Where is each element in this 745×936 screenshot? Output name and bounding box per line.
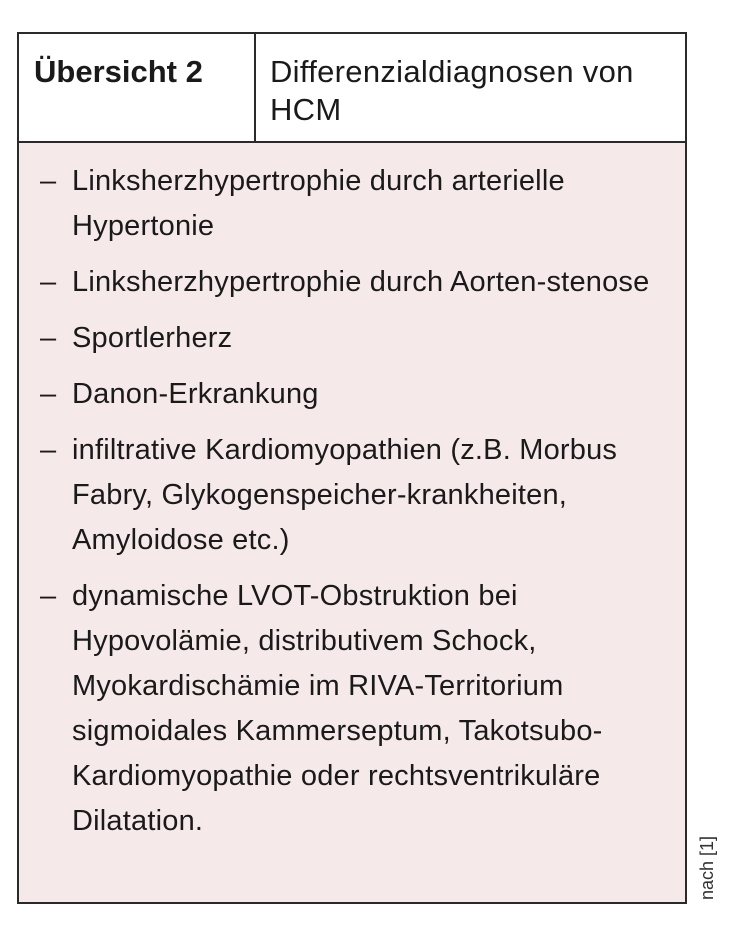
dash-bullet: –	[40, 580, 57, 612]
list-item	[40, 428, 675, 563]
source-note: nach [1]	[697, 835, 717, 900]
diagnosis-list	[19, 143, 685, 844]
list-item-text: Danon-Erkrankung	[72, 378, 319, 410]
overview-number: Übersicht 2	[19, 34, 256, 141]
list-item-text: Linksherzhypertrophie durch Aorten-stenose	[72, 266, 650, 298]
list-item-text: Sportlerherz	[72, 322, 233, 354]
box-title: Differenzialdiagnosen von HCM	[270, 54, 634, 127]
list-item-text: Linksherzhypertrophie durch arterielle Hypertonie	[72, 165, 565, 242]
box-header	[19, 34, 685, 143]
dash-bullet: –	[40, 322, 57, 354]
list-item	[40, 574, 675, 844]
dash-bullet: –	[40, 378, 57, 410]
dash-bullet: –	[40, 165, 57, 197]
list-item-text: dynamische LVOT-Obstruktion bei Hypovolämie, distributivem Schock, Myokardischämie im RIVA-Territorium sigmoidales Kammerseptum, Takotsubo-Kardiomyopathie oder rechtsventrikuläre Dilatation.	[72, 580, 603, 837]
list-item	[40, 260, 675, 305]
dash-bullet: –	[40, 434, 57, 466]
overview-box	[17, 32, 687, 904]
dash-bullet: –	[40, 266, 57, 298]
list-item	[40, 372, 675, 417]
list-item	[40, 159, 675, 249]
list-item-text: infiltrative Kardiomyopathien (z.B. Morbus Fabry, Glykogenspeicher-krankheiten, Amyloidose etc.)	[72, 434, 618, 556]
list-item	[40, 316, 675, 361]
